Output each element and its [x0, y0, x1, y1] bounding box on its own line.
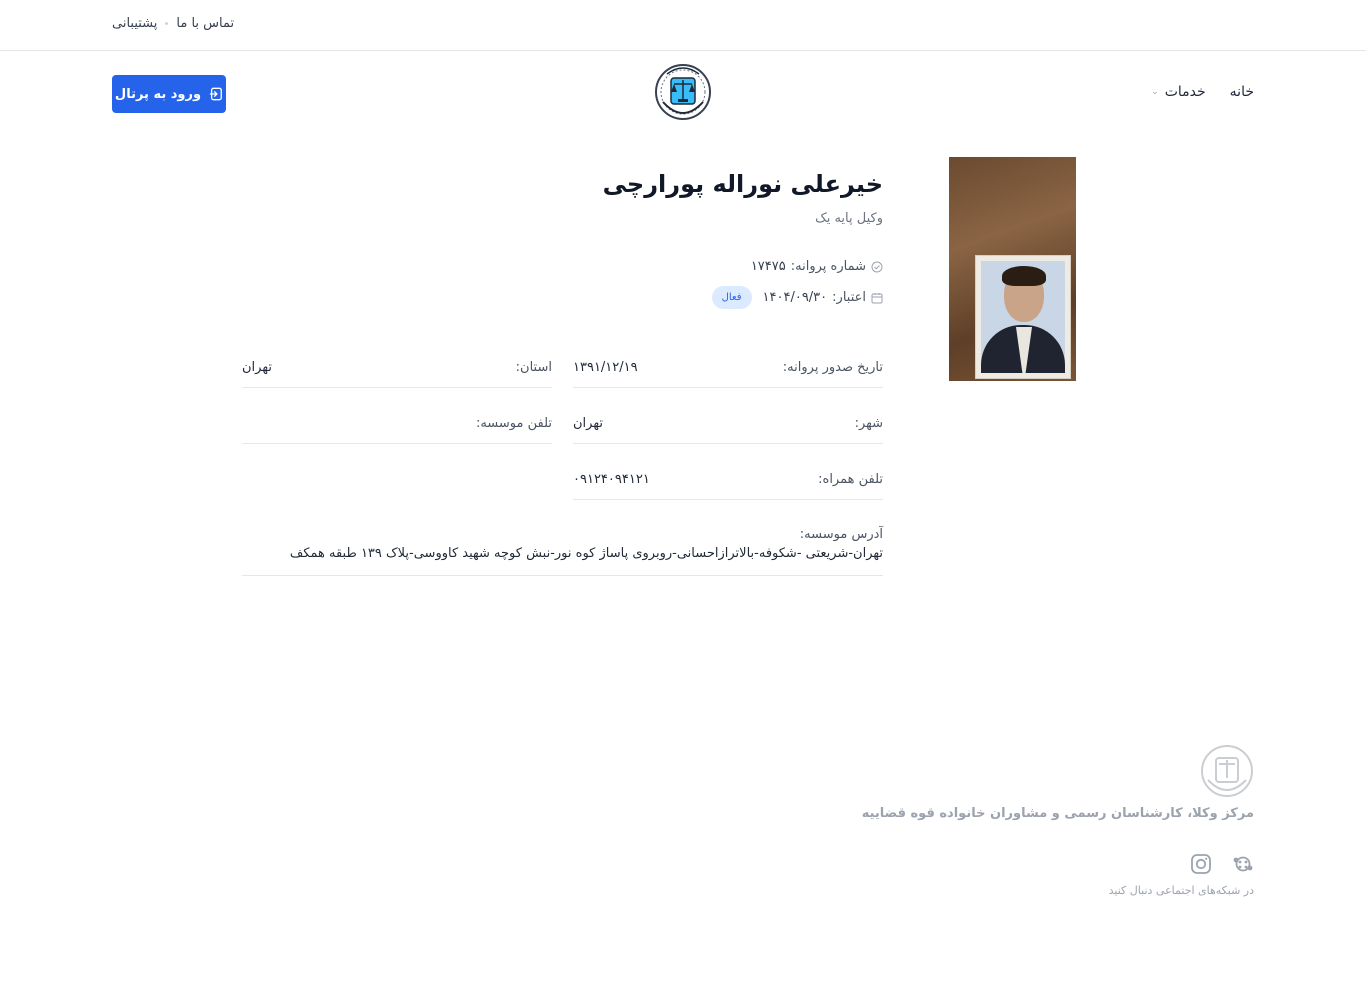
mobile-label: تلفن همراه:: [818, 472, 883, 487]
validity-row: [712, 286, 883, 309]
social-links: [1190, 853, 1254, 875]
address-value: تهران-شریعتی -شکوفه-بالاترازاحسانی-روبروی پاساژ کوه نور-نبش کوچه شهید کاووسی-پلاک ۱۳۹ طبقه همکف: [289, 546, 883, 561]
portal-login-label: ورود به پرتال: [114, 86, 202, 102]
license-number: ۱۷۴۷۵: [750, 259, 786, 274]
lawyer-title: وکیل پایه یک: [815, 211, 883, 226]
license-label: شماره پروانه:: [790, 259, 866, 274]
state-value: تهران: [242, 360, 272, 375]
issue-date-field: [573, 348, 883, 388]
institute-phone-field: [242, 404, 552, 444]
address-field: [242, 527, 883, 576]
top-bar: [0, 0, 1366, 51]
license-row: [751, 259, 883, 274]
status-badge: فعال: [712, 286, 752, 309]
support-link[interactable]: پشتیبانی: [112, 16, 158, 31]
mobile-field: [573, 460, 883, 500]
calendar-icon: [871, 292, 883, 304]
instagram-icon[interactable]: [1190, 853, 1212, 875]
check-circle-icon: [871, 261, 883, 273]
nav-home-label: خانه: [1229, 84, 1254, 100]
issue-date-value: ۱۳۹۱/۱۲/۱۹: [573, 360, 638, 375]
mobile-value[interactable]: ۰۹۱۲۴۰۹۴۱۲۱: [573, 472, 650, 487]
institute-phone-label: تلفن موسسه:: [475, 416, 552, 431]
top-links: [112, 16, 234, 31]
contact-link[interactable]: تماس با ما: [176, 16, 235, 31]
chevron-down-icon: ⌄: [1151, 87, 1159, 97]
footer-follow-text: در شبکه‌های اجتماعی دنبال کنید: [1108, 884, 1254, 897]
login-icon: [209, 87, 223, 101]
city-label: شهر:: [854, 416, 883, 431]
state-field: [242, 348, 552, 388]
validity-date: ۱۴۰۴/۰۹/۳۰: [762, 290, 828, 305]
city-value: تهران: [573, 416, 603, 431]
lawyer-name: خیرعلی نوراله پورارچی: [602, 170, 883, 198]
judiciary-logo[interactable]: [653, 62, 713, 124]
validity-label: اعتبار:: [832, 290, 866, 305]
address-label: آدرس موسسه:: [799, 527, 883, 542]
city-field: [573, 404, 883, 444]
aparat-icon[interactable]: [1232, 853, 1254, 875]
footer-title: مرکز وکلا، کارشناسان رسمی و مشاوران خانواده قوه قضاییه: [861, 806, 1254, 821]
main-nav: [1151, 84, 1254, 100]
photo-print: [975, 255, 1071, 379]
site-header: [0, 52, 1366, 136]
issue-date-label: تاریخ صدور پروانه:: [782, 360, 883, 375]
nav-services[interactable]: [1151, 84, 1206, 100]
nav-home[interactable]: [1230, 84, 1254, 100]
portal-login-button[interactable]: [112, 75, 226, 113]
state-label: استان:: [515, 360, 552, 375]
separator-dot: [165, 22, 168, 25]
nav-services-label: خدمات: [1164, 84, 1206, 100]
lawyer-photo: [949, 157, 1076, 381]
footer-logo: [1200, 744, 1254, 798]
